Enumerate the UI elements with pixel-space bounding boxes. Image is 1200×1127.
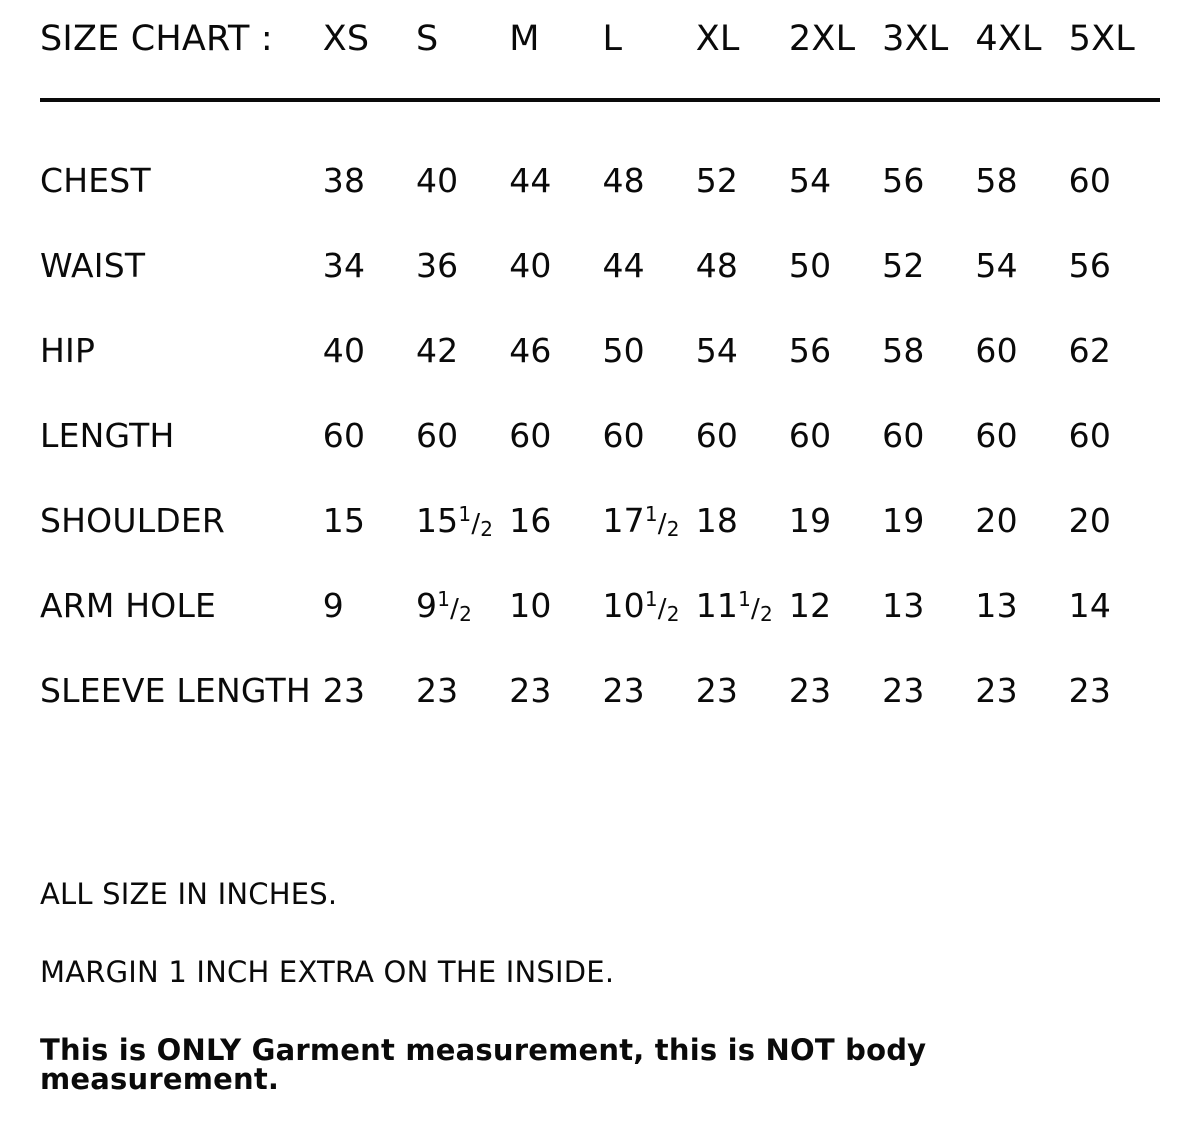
cell-chest-xl: 52 xyxy=(695,161,739,200)
cell-chest-5xl: 60 xyxy=(1068,161,1112,200)
note-garment-disclaimer: This is ONLY Garment measurement, this is NOT body measurement. xyxy=(40,1033,927,1096)
cell-sleeve-length-xs: 23 xyxy=(322,671,366,710)
note-units: ALL SIZE IN INCHES. xyxy=(40,877,338,911)
cell-sleeve-length-5xl: 23 xyxy=(1068,671,1112,710)
cell-length-m: 60 xyxy=(509,416,552,455)
table-body xyxy=(40,161,1160,759)
cell-arm-hole-xl: $11^1/2$ xyxy=(695,586,773,626)
cell-length-xs: 60 xyxy=(322,416,366,455)
cell-hip-s: 42 xyxy=(415,331,459,370)
table-row xyxy=(40,334,1160,419)
cell-arm-hole-s: $9^1/2$ xyxy=(415,586,473,626)
table-row xyxy=(40,504,1160,589)
column-header-xs: XS xyxy=(322,19,370,59)
cell-chest-m: 44 xyxy=(509,161,552,200)
table-row xyxy=(40,674,1160,759)
cell-shoulder-l: $17^1/2$ xyxy=(602,501,680,541)
cell-hip-5xl: 62 xyxy=(1068,331,1112,370)
cell-length-2xl: 60 xyxy=(788,416,832,455)
cell-shoulder-4xl: 20 xyxy=(975,501,1018,540)
cell-arm-hole-2xl: 12 xyxy=(788,586,832,625)
row-label-shoulder: SHOULDER xyxy=(40,501,226,540)
cell-waist-s: 36 xyxy=(415,246,459,285)
cell-shoulder-5xl: 20 xyxy=(1068,501,1112,540)
cell-arm-hole-3xl: 13 xyxy=(882,586,925,625)
cell-waist-xl: 48 xyxy=(695,246,739,285)
cell-waist-xs: 34 xyxy=(322,246,366,285)
cell-arm-hole-xs: 9 xyxy=(322,586,344,625)
page-title: SIZE CHART : xyxy=(40,19,273,59)
table-header-row xyxy=(40,22,1160,96)
cell-waist-l: 44 xyxy=(602,246,645,285)
cell-shoulder-2xl: 19 xyxy=(788,501,832,540)
cell-sleeve-length-s: 23 xyxy=(415,671,459,710)
cell-chest-2xl: 54 xyxy=(788,161,832,200)
cell-length-4xl: 60 xyxy=(975,416,1018,455)
cell-chest-s: 40 xyxy=(415,161,459,200)
cell-shoulder-s: $15^1/2$ xyxy=(415,501,494,541)
cell-hip-4xl: 60 xyxy=(975,331,1018,370)
note-margin: MARGIN 1 INCH EXTRA ON THE INSIDE. xyxy=(40,955,615,989)
cell-waist-2xl: 50 xyxy=(788,246,832,285)
cell-hip-m: 46 xyxy=(509,331,552,370)
cell-waist-m: 40 xyxy=(509,246,552,285)
header-spacer-row xyxy=(40,102,1160,164)
cell-hip-xl: 54 xyxy=(695,331,739,370)
cell-arm-hole-m: 10 xyxy=(509,586,552,625)
column-header-l: L xyxy=(602,19,623,59)
cell-sleeve-length-4xl: 23 xyxy=(975,671,1018,710)
cell-chest-l: 48 xyxy=(602,161,645,200)
cell-sleeve-length-m: 23 xyxy=(509,671,552,710)
table-row xyxy=(40,164,1160,249)
cell-arm-hole-5xl: 14 xyxy=(1068,586,1112,625)
cell-hip-xs: 40 xyxy=(322,331,366,370)
row-label-length: LENGTH xyxy=(40,416,175,455)
row-label-chest: CHEST xyxy=(40,161,151,200)
column-header-3xl: 3XL xyxy=(882,19,949,59)
cell-waist-3xl: 52 xyxy=(882,246,925,285)
cell-chest-4xl: 58 xyxy=(975,161,1018,200)
cell-length-5xl: 60 xyxy=(1068,416,1112,455)
column-header-xl: XL xyxy=(695,19,740,59)
row-label-sleeve-length: SLEEVE LENGTH xyxy=(40,671,311,710)
cell-hip-2xl: 56 xyxy=(788,331,832,370)
notes-section xyxy=(40,877,1160,1096)
cell-shoulder-xs: 15 xyxy=(322,501,366,540)
row-label-waist: WAIST xyxy=(40,246,146,285)
cell-arm-hole-l: $10^1/2$ xyxy=(602,586,680,626)
table-row xyxy=(40,589,1160,674)
cell-hip-3xl: 58 xyxy=(882,331,925,370)
table-row xyxy=(40,249,1160,334)
cell-sleeve-length-3xl: 23 xyxy=(882,671,925,710)
row-label-arm-hole: ARM HOLE xyxy=(40,586,217,625)
cell-length-xl: 60 xyxy=(695,416,739,455)
table-row xyxy=(40,419,1160,504)
header-spacer-cell xyxy=(40,102,1160,164)
column-header-m: M xyxy=(509,19,540,59)
row-label-hip: HIP xyxy=(40,331,96,370)
cell-sleeve-length-l: 23 xyxy=(602,671,645,710)
column-header-2xl: 2XL xyxy=(788,19,856,59)
size-chart-table xyxy=(40,19,1160,759)
cell-chest-3xl: 56 xyxy=(882,161,925,200)
cell-arm-hole-4xl: 13 xyxy=(975,586,1018,625)
cell-waist-4xl: 54 xyxy=(975,246,1018,285)
cell-waist-5xl: 56 xyxy=(1068,246,1112,285)
column-header-s: S xyxy=(415,19,439,59)
column-header-4xl: 4XL xyxy=(975,19,1042,59)
cell-chest-xs: 38 xyxy=(322,161,366,200)
cell-shoulder-3xl: 19 xyxy=(882,501,925,540)
cell-sleeve-length-2xl: 23 xyxy=(788,671,832,710)
cell-length-s: 60 xyxy=(415,416,459,455)
cell-length-l: 60 xyxy=(602,416,645,455)
column-header-5xl: 5XL xyxy=(1068,19,1135,59)
cell-length-3xl: 60 xyxy=(882,416,925,455)
cell-hip-l: 50 xyxy=(602,331,645,370)
cell-shoulder-xl: 18 xyxy=(695,501,739,540)
cell-sleeve-length-xl: 23 xyxy=(695,671,739,710)
cell-shoulder-m: 16 xyxy=(509,501,552,540)
